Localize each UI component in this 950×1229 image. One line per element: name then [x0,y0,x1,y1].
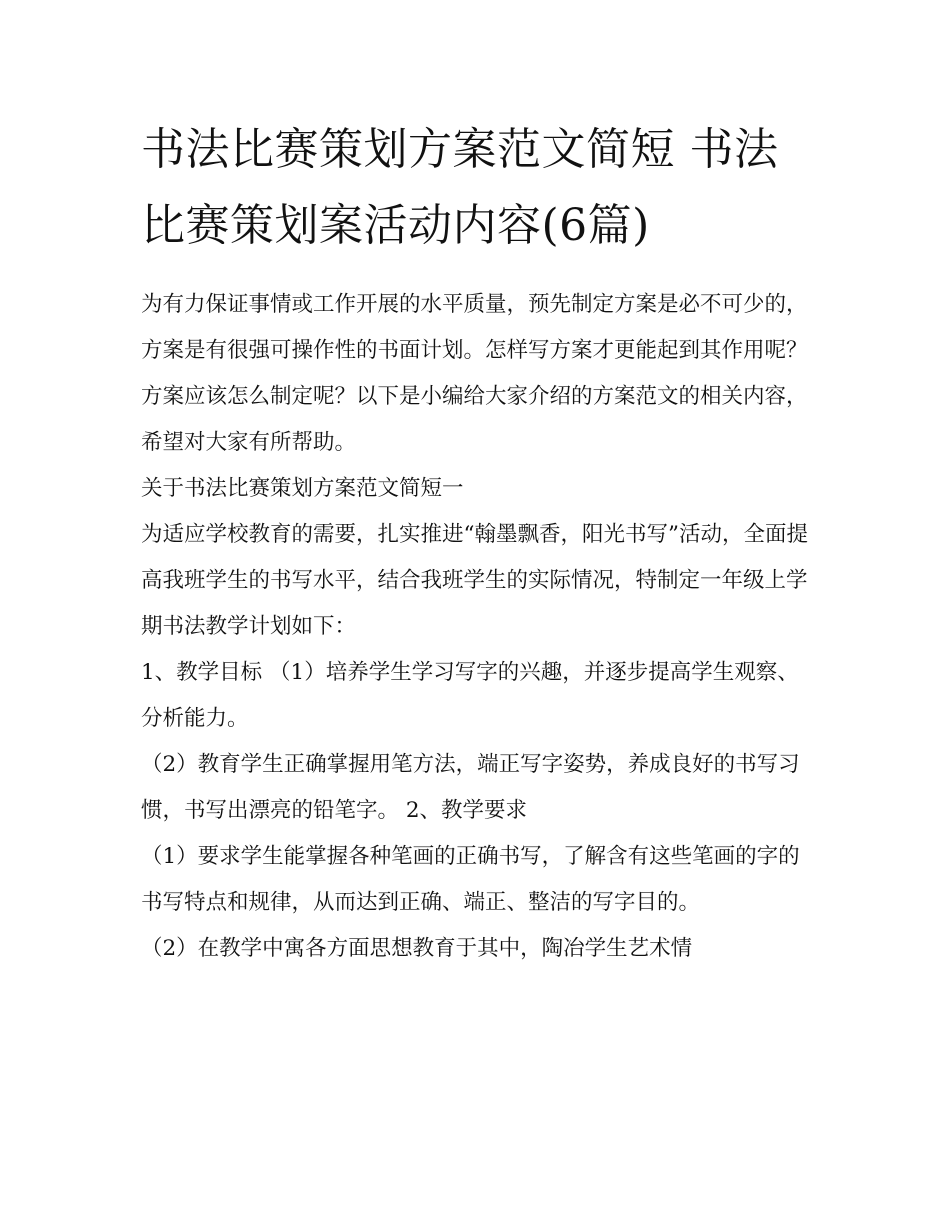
document-body [141,282,813,972]
body-paragraph: （2）在教学中寓各方面思想教育于其中，陶冶学生艺术情 [141,936,693,961]
section-heading: 关于书法比赛策划方案范文简短一 [141,476,464,501]
document-title: 书法比赛策划方案范文简短 书法比赛策划案活动内容(6篇) [141,124,779,251]
body-paragraph: （2）教育学生正确掌握用笔方法，端正写字姿势，养成良好的书写习惯，书写出漂亮的铅笔字。 2、教学要求 [141,752,800,823]
teaching-goal-paragraph: 1、教学目标 （1）培养学生学习写字的兴趣，并逐步提高学生观察、分析能力。 [141,660,799,731]
body-paragraph: 为适应学校教育的需要，扎实推进“翰墨飘香，阳光书写”活动，全面提高我班学生的书写水平，结合我班学生的实际情况，特制定一年级上学期书法教学计划如下： [141,522,808,639]
body-paragraph: （1）要求学生能掌握各种笔画的正确书写，了解含有这些笔画的字的书写特点和规律，从而达到正确、端正、整洁的写字目的。 [141,844,800,915]
intro-paragraph: 为有力保证事情或工作开展的水平质量，预先制定方案是必不可少的，方案是有很强可操作性的书面计划。怎样写方案才更能起到其作用呢？方案应该怎么制定呢？以下是小编给大家介绍的方案范文的相关内容，希望对大家有所帮助。 [141,292,808,455]
